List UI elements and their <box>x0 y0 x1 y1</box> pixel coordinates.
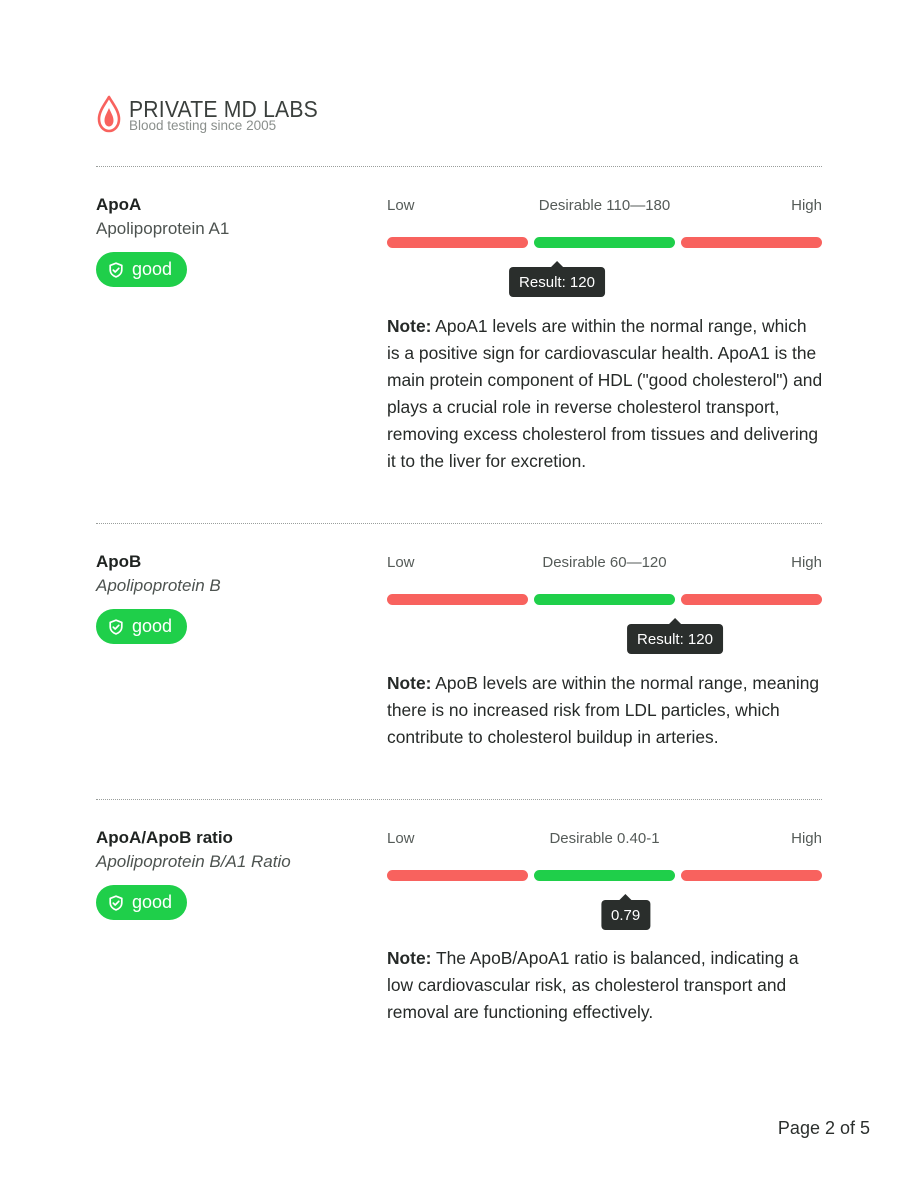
note-label: Note: <box>387 316 432 336</box>
page-number: Page 2 of 5 <box>777 1118 870 1138</box>
status-badge <box>96 609 187 644</box>
range-high-label: High <box>791 830 822 847</box>
range-bar-desirable <box>534 237 675 248</box>
test-full-name: Apolipoprotein B <box>96 576 221 595</box>
status-badge <box>96 252 187 287</box>
status-label: good <box>132 259 173 279</box>
result-note <box>387 313 823 475</box>
range-labels <box>387 554 822 574</box>
result-marker: 0.79 <box>601 900 650 930</box>
range-bar-high <box>681 870 822 881</box>
range-desirable-label: Desirable 60—120 <box>542 554 667 571</box>
status-badge <box>96 885 187 920</box>
result-marker: Result: 120 <box>509 267 605 297</box>
range-high-label: High <box>791 554 822 571</box>
brand-header <box>96 94 396 134</box>
test-section-apob <box>96 552 822 782</box>
result-note <box>387 945 823 1026</box>
section-divider <box>96 523 822 524</box>
note-text: ApoA1 levels are within the normal range, which is a positive sign for cardiovascular health. ApoA1 is the main protein component of HDL ("good cholesterol") and plays a crucial role in reverse cholesterol transport, removing excess cholesterol from tissues and delivering it to the liver for excretion. <box>387 316 823 471</box>
range-bar <box>387 594 822 605</box>
range-labels <box>387 197 822 217</box>
range-desirable-label: Desirable 0.40-1 <box>549 830 660 847</box>
result-note <box>387 670 823 751</box>
status-label: good <box>132 892 173 912</box>
shield-check-icon <box>108 895 124 911</box>
note-label: Note: <box>387 673 432 693</box>
note-text: The ApoB/ApoA1 ratio is balanced, indicating a low cardiovascular risk, as cholesterol transport and removal are functioning effectively. <box>387 948 799 1022</box>
shield-check-icon <box>108 619 124 635</box>
brand-tagline: Blood testing since 2005 <box>129 118 277 133</box>
range-low-label: Low <box>387 830 415 847</box>
range-bar-high <box>681 237 822 248</box>
test-full-name: Apolipoprotein A1 <box>96 219 230 238</box>
note-text: ApoB levels are within the normal range, meaning there is no increased risk from LDL particles, which contribute to cholesterol buildup in arteries. <box>387 673 820 747</box>
range-bar-high <box>681 594 822 605</box>
range-bar-desirable <box>534 594 675 605</box>
range-low-label: Low <box>387 554 415 571</box>
status-label: good <box>132 616 173 636</box>
brand-name: PRIVATE MD LABS <box>129 96 318 122</box>
section-divider <box>96 799 822 800</box>
result-marker: Result: 120 <box>627 624 723 654</box>
shield-check-icon <box>108 262 124 278</box>
range-high-label: High <box>791 197 822 214</box>
test-section-ratio <box>96 828 822 1028</box>
range-labels <box>387 830 822 850</box>
range-bar <box>387 870 822 881</box>
test-name: ApoA/ApoB ratio <box>96 828 233 847</box>
range-bar-desirable <box>534 870 675 881</box>
test-full-name: Apolipoprotein B/A1 Ratio <box>96 852 291 871</box>
range-bar-low <box>387 870 528 881</box>
test-name: ApoB <box>96 552 142 571</box>
blood-drop-icon <box>96 95 122 133</box>
range-bar-low <box>387 237 528 248</box>
section-divider <box>96 166 822 167</box>
range-bar <box>387 237 822 248</box>
test-name: ApoA <box>96 195 142 214</box>
range-bar-low <box>387 594 528 605</box>
test-section-apoa <box>96 195 822 505</box>
range-desirable-label: Desirable 110—180 <box>538 197 671 214</box>
note-label: Note: <box>387 948 432 968</box>
range-low-label: Low <box>387 197 415 214</box>
